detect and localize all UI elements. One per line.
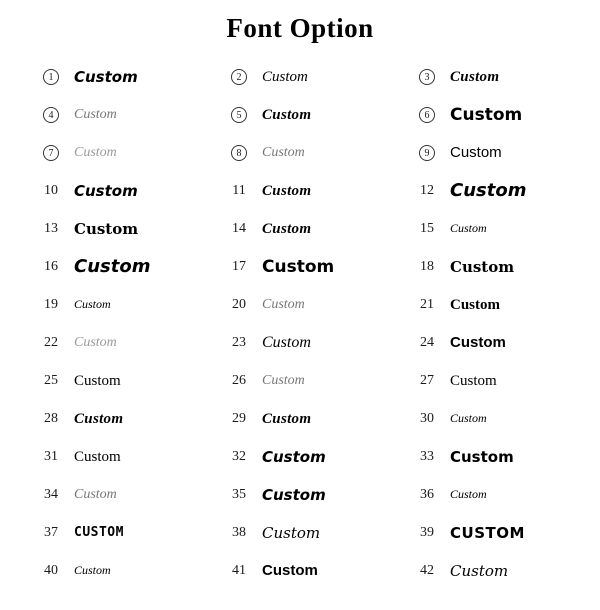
font-option-number: 21 — [420, 297, 434, 312]
font-option-item[interactable] — [18, 552, 206, 590]
font-option-item[interactable] — [394, 552, 582, 590]
font-option-item[interactable] — [206, 476, 394, 514]
font-option-item[interactable] — [18, 324, 206, 362]
circled-number-badge: 4 — [43, 107, 59, 123]
font-option-item[interactable] — [206, 286, 394, 324]
font-option-item[interactable] — [206, 438, 394, 476]
font-sample-text: Custom — [262, 410, 312, 427]
font-option-item[interactable] — [206, 324, 394, 362]
font-sample-text: Custom — [262, 334, 311, 352]
font-sample-text: Custom — [74, 298, 111, 312]
font-option-number: 13 — [44, 221, 58, 236]
font-option-number: 20 — [232, 297, 246, 312]
font-sample-text: Custom — [450, 334, 506, 351]
font-option-number: 36 — [420, 487, 434, 502]
font-sample-text: Custom — [450, 144, 502, 161]
font-sample-text: Custom — [450, 296, 501, 313]
font-option-number: 35 — [232, 487, 246, 502]
font-option-number: 30 — [420, 411, 434, 426]
font-option-number: 22 — [44, 335, 58, 350]
font-option-number — [226, 69, 252, 85]
font-option-number: 38 — [232, 525, 246, 540]
font-sample-text: Custom — [74, 410, 124, 427]
font-sample-text: Custom — [262, 257, 335, 277]
circled-number-badge: 7 — [43, 145, 59, 161]
font-option-number — [226, 145, 252, 161]
font-sample-text: Custom — [262, 220, 312, 237]
font-option-item[interactable] — [394, 400, 582, 438]
font-option-item[interactable] — [394, 58, 582, 96]
font-option-number: 37 — [44, 525, 58, 540]
font-option-number: 18 — [420, 259, 434, 274]
font-sample-text: Custom — [262, 373, 305, 389]
font-option-item[interactable] — [18, 210, 206, 248]
font-sample-text: Custom — [262, 524, 321, 542]
font-option-number — [38, 145, 64, 161]
font-sample-text: Custom — [74, 182, 138, 200]
font-option-item[interactable] — [206, 172, 394, 210]
font-option-item[interactable] — [394, 210, 582, 248]
font-sample-text: CUSTOM — [450, 524, 525, 542]
font-option-number: 39 — [420, 525, 434, 540]
font-option-item[interactable] — [18, 134, 206, 172]
font-option-number — [414, 69, 440, 85]
font-option-item[interactable] — [394, 438, 582, 476]
font-sample-text: Custom — [450, 448, 514, 466]
circled-number-badge: 3 — [419, 69, 435, 85]
font-option-item[interactable] — [18, 96, 206, 134]
font-option-item[interactable] — [18, 286, 206, 324]
font-option-item[interactable] — [18, 248, 206, 286]
font-option-number: 28 — [44, 411, 58, 426]
font-option-number — [414, 145, 440, 161]
font-sample-text: Custom — [450, 372, 497, 389]
font-option-page — [0, 13, 600, 610]
font-option-number: 32 — [232, 449, 246, 464]
font-option-item[interactable] — [206, 514, 394, 552]
font-sample-text: Custom — [74, 335, 117, 351]
font-sample-text: Custom — [74, 145, 117, 161]
font-option-number: 17 — [232, 259, 246, 274]
font-option-number: 11 — [232, 183, 246, 198]
font-sample-text: Custom — [74, 220, 139, 238]
font-sample-text: Custom — [450, 222, 487, 236]
font-sample-text: Custom — [450, 181, 527, 201]
font-option-item[interactable] — [394, 286, 582, 324]
font-option-item[interactable] — [18, 172, 206, 210]
font-option-grid — [0, 58, 600, 590]
font-sample-text: Custom — [450, 412, 487, 426]
page-title: Font Option — [226, 13, 374, 43]
font-sample-text: Custom — [74, 448, 121, 465]
circled-number-badge: 6 — [419, 107, 435, 123]
font-sample-text: CUSTOM — [74, 525, 124, 540]
font-sample-text: Custom — [450, 488, 487, 502]
font-option-item[interactable] — [206, 134, 394, 172]
font-sample-text: Custom — [74, 372, 121, 389]
font-option-item[interactable] — [206, 362, 394, 400]
font-option-item[interactable] — [18, 514, 206, 552]
font-option-number: 33 — [420, 449, 434, 464]
font-option-item[interactable] — [206, 96, 394, 134]
font-option-number: 26 — [232, 373, 246, 388]
font-option-item[interactable] — [206, 248, 394, 286]
font-sample-text: Custom — [262, 297, 305, 313]
font-option-item[interactable] — [206, 400, 394, 438]
font-option-number: 42 — [420, 563, 434, 578]
circled-number-badge: 1 — [43, 69, 59, 85]
font-option-number: 34 — [44, 487, 58, 502]
font-option-number: 19 — [44, 297, 58, 312]
font-option-number: 41 — [232, 563, 246, 578]
font-sample-text: Custom — [262, 562, 318, 579]
font-option-number — [38, 107, 64, 123]
font-option-number: 10 — [44, 183, 58, 198]
font-sample-text: Custom — [74, 107, 117, 123]
font-sample-text: Custom — [74, 564, 111, 578]
circled-number-badge: 9 — [419, 145, 435, 161]
font-option-number: 40 — [44, 563, 58, 578]
circled-number-badge: 2 — [231, 69, 247, 85]
font-option-item[interactable] — [206, 552, 394, 590]
font-option-item[interactable] — [18, 476, 206, 514]
font-sample-text: Custom — [450, 258, 515, 276]
font-option-item[interactable] — [18, 400, 206, 438]
font-sample-text: Custom — [74, 487, 117, 503]
font-option-item[interactable] — [206, 210, 394, 248]
font-option-number: 27 — [420, 373, 434, 388]
font-option-number: 14 — [232, 221, 246, 236]
font-option-item[interactable] — [394, 96, 582, 134]
font-sample-text: Custom — [262, 486, 326, 504]
font-option-number: 31 — [44, 449, 58, 464]
font-sample-text: Custom — [74, 257, 151, 277]
font-sample-text: Custom — [262, 68, 308, 85]
font-option-item[interactable] — [394, 172, 582, 210]
font-option-item[interactable] — [18, 362, 206, 400]
font-option-number — [226, 107, 252, 123]
font-option-number: 16 — [44, 259, 58, 274]
font-sample-text: Custom — [262, 106, 312, 123]
font-sample-text: Custom — [450, 105, 523, 125]
font-option-item[interactable] — [394, 514, 582, 552]
font-option-item[interactable] — [394, 324, 582, 362]
font-option-number: 15 — [420, 221, 434, 236]
font-sample-text: Custom — [74, 68, 138, 86]
font-option-number — [38, 69, 64, 85]
font-sample-text: Custom — [262, 145, 305, 161]
font-option-number: 12 — [420, 183, 434, 198]
font-option-item[interactable] — [18, 438, 206, 476]
font-option-number — [414, 107, 440, 123]
font-option-item[interactable] — [394, 134, 582, 172]
circled-number-badge: 8 — [231, 145, 247, 161]
font-sample-text: Custom — [450, 562, 509, 580]
font-option-number: 23 — [232, 335, 246, 350]
font-option-item[interactable] — [394, 476, 582, 514]
font-option-item[interactable] — [18, 58, 206, 96]
font-sample-text: Custom — [262, 182, 312, 199]
font-sample-text: Custom — [262, 448, 326, 466]
font-option-item[interactable] — [206, 58, 394, 96]
font-option-number: 24 — [420, 335, 434, 350]
font-option-number: 29 — [232, 411, 246, 426]
font-sample-text: Custom — [450, 68, 500, 85]
font-option-item[interactable] — [394, 362, 582, 400]
font-option-number: 25 — [44, 373, 58, 388]
circled-number-badge: 5 — [231, 107, 247, 123]
font-option-item[interactable] — [394, 248, 582, 286]
